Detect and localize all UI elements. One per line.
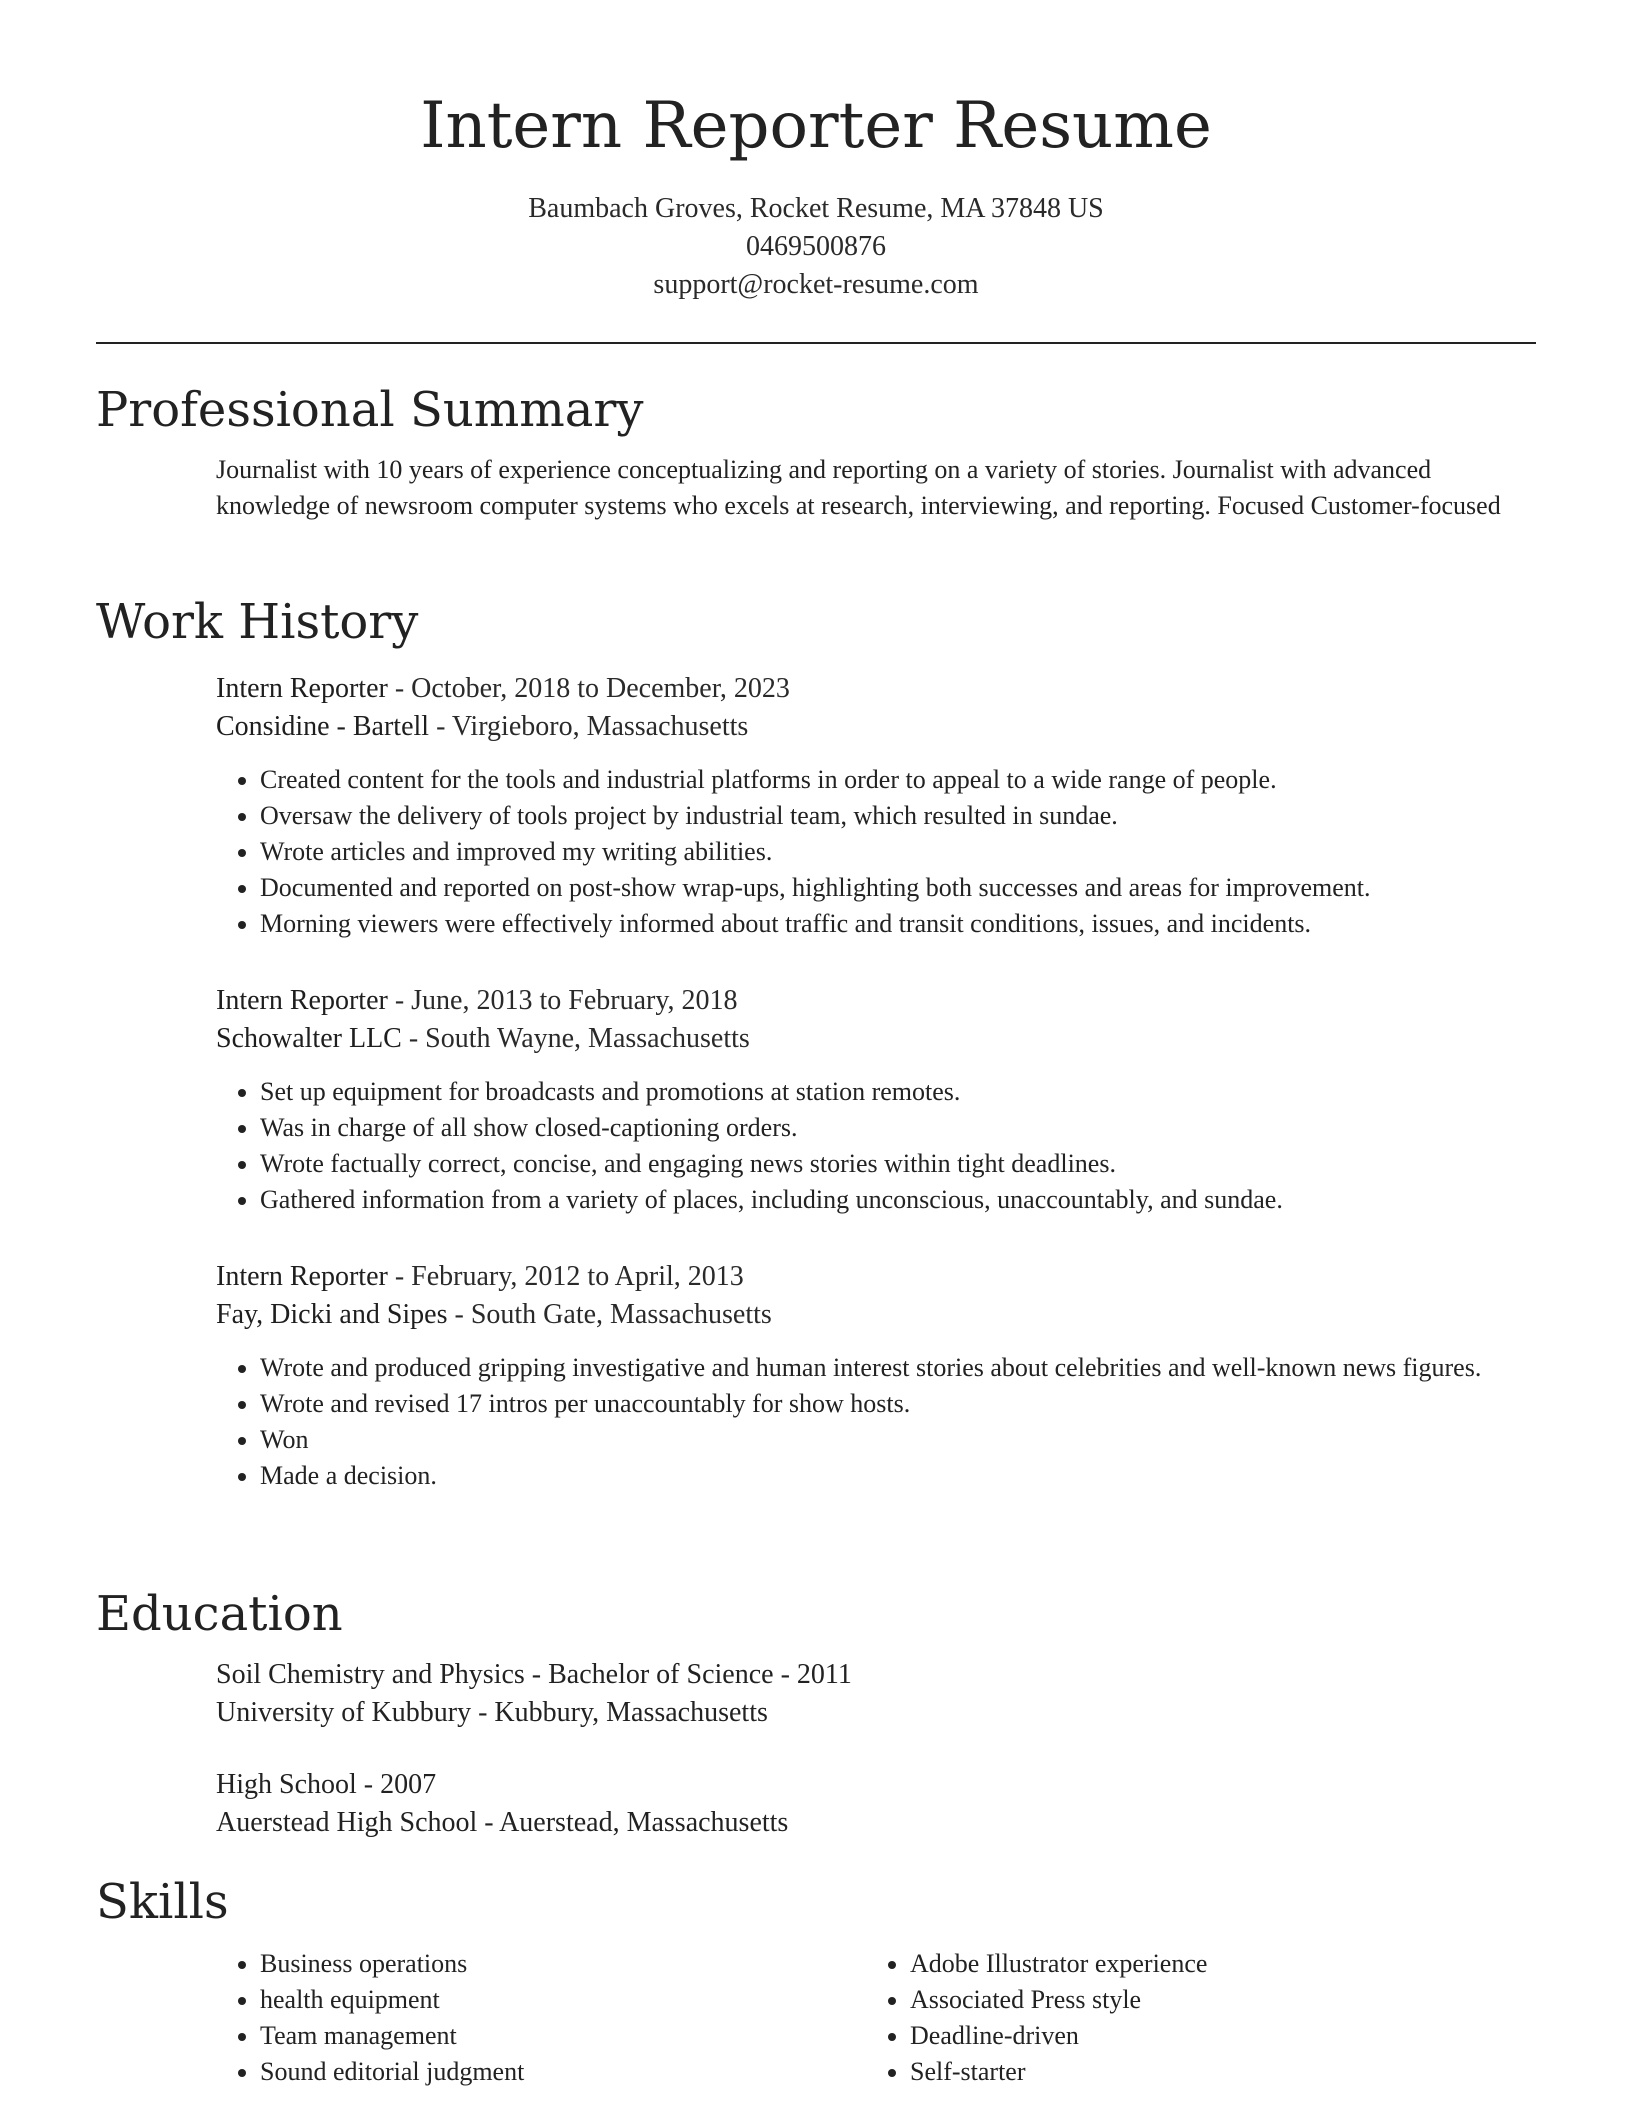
contact-email[interactable]: support@rocket-resume.com (653, 269, 979, 300)
job-duties-list (216, 1074, 1536, 1218)
job-dates: - February, 2012 to April, 2013 (387, 1261, 744, 1292)
work-history-body (216, 670, 1536, 1494)
job-duty: • Was in charge of all show closed-captioning orders. (260, 1110, 1536, 1146)
job-duty: • Created content for the tools and industrial platforms in order to appeal to a wide range of people. (260, 762, 1536, 798)
job-duty: • Wrote factually correct, concise, and engaging news stories within tight deadlines. (260, 1146, 1536, 1182)
skills-columns (216, 1946, 1536, 2090)
job-duty: • Documented and reported on post-show wrap-ups, highlighting both successes and areas for improvement. (260, 870, 1536, 906)
skill-item: • health equipment (260, 1982, 866, 2018)
job-duty: • Wrote and revised 17 intros per unaccountably for show hosts. (260, 1386, 1536, 1422)
job-title-line (216, 982, 1536, 1020)
skill-item: • Business operations (260, 1946, 866, 1982)
job-title: Intern Reporter (216, 673, 388, 704)
education-year: - 2007 (356, 1769, 437, 1800)
job-duty: • Made a decision. (260, 1458, 1536, 1494)
job-company: Schowalter LLC (216, 1023, 402, 1054)
job-duties-list (216, 1350, 1536, 1494)
job-duty: • Won (260, 1422, 1536, 1458)
skills-list-right (866, 1946, 1516, 2090)
work-history-heading: Work History (96, 594, 419, 650)
job-company: Considine - Bartell (216, 711, 430, 742)
education-heading: Education (96, 1586, 343, 1642)
job-duty: • Wrote and produced gripping investigative and human interest stories about celebrities and well-known news figures. (260, 1350, 1536, 1386)
contact-info (0, 190, 1632, 304)
skill-item: • Sound editorial judgment (260, 2054, 866, 2090)
job-location: - Virgieboro, Massachusetts (429, 711, 749, 742)
job-duties-list (216, 762, 1536, 942)
job-entry (216, 982, 1536, 1218)
job-company: Fay, Dicki and Sipes (216, 1299, 448, 1330)
job-dates: - June, 2013 to February, 2018 (387, 985, 738, 1016)
resume-header (0, 0, 1632, 304)
education-degree-line (216, 1766, 1536, 1804)
job-title: Intern Reporter (216, 1261, 388, 1292)
education-school: Auerstead High School (216, 1807, 478, 1838)
job-title-line (216, 670, 1536, 708)
education-location: - Kubbury, Massachusetts (471, 1697, 768, 1728)
work-history-section (96, 592, 1536, 1494)
summary-section (96, 380, 1536, 524)
job-location: - South Gate, Massachusetts (447, 1299, 772, 1330)
skill-item: • Self-starter (910, 2054, 1516, 2090)
job-company-line (216, 708, 1536, 746)
skills-heading: Skills (96, 1874, 229, 1930)
header-divider (96, 342, 1536, 344)
education-school: University of Kubbury (216, 1697, 472, 1728)
job-duty: • Morning viewers were effectively informed about traffic and transit conditions, issues, and incidents. (260, 906, 1536, 942)
education-section (96, 1584, 1536, 1842)
skills-list-left (216, 1946, 866, 2090)
skill-item: • Deadline-driven (910, 2018, 1516, 2054)
job-entry (216, 1258, 1536, 1494)
education-year: - 2011 (773, 1659, 852, 1690)
contact-phone: 0469500876 (746, 231, 886, 262)
job-duty: • Oversaw the delivery of tools project by industrial team, which resulted in sundae. (260, 798, 1536, 834)
education-location: - Auerstead, Massachusetts (477, 1807, 789, 1838)
skills-section (96, 1872, 1536, 2090)
job-title: Intern Reporter (216, 985, 388, 1016)
education-body (216, 1656, 1536, 1842)
job-dates: - October, 2018 to December, 2023 (387, 673, 790, 704)
job-duty: • Wrote articles and improved my writing abilities. (260, 834, 1536, 870)
job-entry (216, 670, 1536, 942)
job-company-line (216, 1020, 1536, 1058)
education-school-line (216, 1804, 1536, 1842)
resume-title: Intern Reporter Resume (420, 89, 1212, 163)
skill-item: • Adobe Illustrator experience (910, 1946, 1516, 1982)
summary-heading: Professional Summary (96, 382, 644, 438)
job-company-line (216, 1296, 1536, 1334)
education-degree-line (216, 1656, 1536, 1694)
education-degree: High School (216, 1769, 357, 1800)
job-duty: • Gathered information from a variety of places, including unconscious, unaccountably, and sundae. (260, 1182, 1536, 1218)
job-location: - South Wayne, Massachusetts (401, 1023, 750, 1054)
education-degree: Soil Chemistry and Physics - Bachelor of Science (216, 1659, 774, 1690)
skill-item: • Team management (260, 2018, 866, 2054)
education-school-line (216, 1694, 1536, 1732)
job-duty: • Set up equipment for broadcasts and promotions at station remotes. (260, 1074, 1536, 1110)
summary-text: Journalist with 10 years of experience conceptualizing and reporting on a variety of stories. Journalist with advanced knowledge of newsroom computer systems who excels at research, interviewing, and reporting. Focused Customer-focused (216, 455, 1501, 520)
education-entry (216, 1656, 1536, 1732)
contact-address: Baumbach Groves, Rocket Resume, MA 37848 US (528, 193, 1104, 224)
job-title-line (216, 1258, 1536, 1296)
skill-item: • Associated Press style (910, 1982, 1516, 2018)
education-entry (216, 1766, 1536, 1842)
